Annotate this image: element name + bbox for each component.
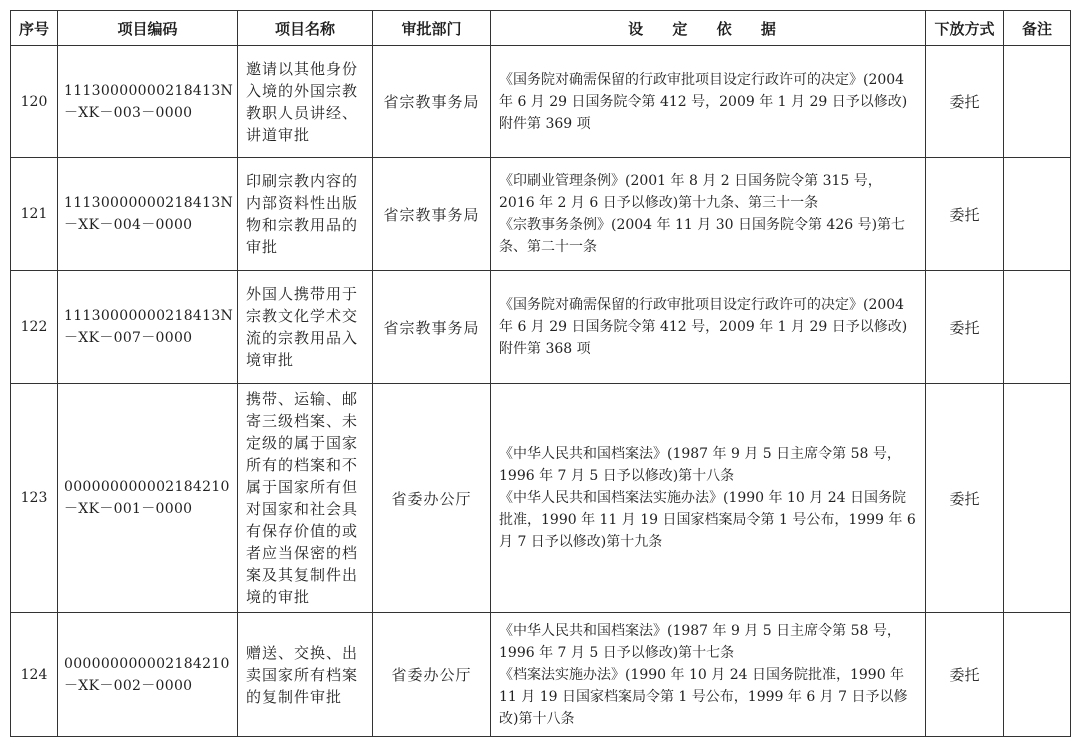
table-row (11, 46, 1071, 158)
code-line: 11130000000218413N (64, 308, 234, 324)
approval-items-table (10, 10, 1071, 737)
row-item-name: 邀请以其他身份入境的外国宗教教职人员讲经、讲道审批 (238, 46, 373, 158)
row-basis (491, 613, 926, 737)
table-header-row (11, 11, 1071, 46)
row-basis (491, 158, 926, 271)
code-line: 11130000000218413N (64, 195, 234, 211)
row-dept: 省委办公厅 (373, 613, 491, 737)
row-mode: 委托 (926, 271, 1004, 384)
header-name: 项目名称 (238, 11, 373, 46)
row-seq: 120 (11, 46, 58, 158)
row-code (58, 271, 238, 384)
code-line: 000000000002184210 (64, 479, 230, 495)
row-mode: 委托 (926, 613, 1004, 737)
code-line: －XK－001－0000 (64, 501, 193, 517)
row-note (1004, 613, 1071, 737)
code-line: 11130000000218413N (64, 82, 234, 99)
code-line: －XK－007－0000 (64, 330, 193, 346)
row-seq: 124 (11, 613, 58, 737)
header-mode: 下放方式 (926, 11, 1004, 46)
table-row (11, 271, 1071, 384)
basis-line: 《国务院对确需保留的行政审批项目设定行政许可的决定》(2004 年 6 月 29 日国务院令第 412 号，2009 年 1 月 29 日予以修改)附件第 369 项 (499, 71, 908, 132)
row-dept: 省委办公厅 (373, 384, 491, 613)
row-basis (491, 271, 926, 384)
row-item-name: 携带、运输、邮寄三级档案、未定级的属于国家所有的档案和不属于国家所有但对国家和社会具有保存价值的或者应当保密的档案及其复制件出境的审批 (238, 384, 373, 613)
row-note (1004, 46, 1071, 158)
row-mode: 委托 (926, 384, 1004, 613)
row-dept: 省宗教事务局 (373, 271, 491, 384)
row-note (1004, 271, 1071, 384)
row-basis (491, 384, 926, 613)
table-row (11, 613, 1071, 737)
header-basis: 设 定 依 据 (491, 11, 926, 46)
code-line: －XK－003－0000 (64, 104, 193, 121)
row-item-name: 外国人携带用于宗教文化学术交流的宗教用品入境审批 (238, 271, 373, 384)
row-dept: 省宗教事务局 (373, 158, 491, 271)
row-code (58, 613, 238, 737)
basis-line: 《国务院对确需保留的行政审批项目设定行政许可的决定》(2004 年 6 月 29 日国务院令第 412 号，2009 年 1 月 29 日予以修改)附件第 368 项 (499, 297, 908, 357)
table-row (11, 384, 1071, 613)
row-mode: 委托 (926, 46, 1004, 158)
row-code (58, 384, 238, 613)
row-basis (491, 46, 926, 158)
header-code: 项目编码 (58, 11, 238, 46)
basis-line: 《中华人民共和国档案法》(1987 年 9 月 5 日主席令第 58 号，1996 年 7 月 5 日予以修改)第十八条 (499, 446, 901, 484)
row-code (58, 46, 238, 158)
row-seq: 121 (11, 158, 58, 271)
header-seq: 序号 (11, 11, 58, 46)
row-item-name: 印刷宗教内容的内部资料性出版物和宗教用品的审批 (238, 158, 373, 271)
basis-line: 《档案法实施办法》(1990 年 10 月 24 日国务院批准，1990 年 11 月 19 日国家档案局令第 1 号公布，1999 年 6 月 7 日予以修改)第十八条 (499, 666, 908, 727)
row-note (1004, 384, 1071, 613)
code-line: －XK－002－0000 (64, 677, 193, 694)
code-line: －XK－004－0000 (64, 217, 193, 233)
row-code (58, 158, 238, 271)
row-seq: 123 (11, 384, 58, 613)
table-row (11, 158, 1071, 271)
basis-line: 《印刷业管理条例》(2001 年 8 月 2 日国务院令第 315 号，2016 年 2 月 6 日予以修改)第十九条、第三十一条 (499, 173, 882, 211)
header-dept: 审批部门 (373, 11, 491, 46)
row-item-name: 赠送、交换、出卖国家所有档案的复制件审批 (238, 613, 373, 737)
row-note (1004, 158, 1071, 271)
basis-line: 《中华人民共和国档案法实施办法》(1990 年 10 月 24 日国务院批准，1990 年 11 月 19 日国家档案局令第 1 号公布，1999 年 6 月 7 日予以修改)第十九条 (499, 490, 916, 550)
basis-line: 《中华人民共和国档案法》(1987 年 9 月 5 日主席令第 58 号，1996 年 7 月 5 日予以修改)第十七条 (499, 622, 901, 661)
header-note: 备注 (1004, 11, 1071, 46)
row-seq: 122 (11, 271, 58, 384)
code-line: 000000000002184210 (64, 655, 230, 672)
basis-line: 《宗教事务条例》(2004 年 11 月 30 日国务院令第 426 号)第七条、第二十一条 (499, 217, 906, 255)
row-dept: 省宗教事务局 (373, 46, 491, 158)
row-mode: 委托 (926, 158, 1004, 271)
